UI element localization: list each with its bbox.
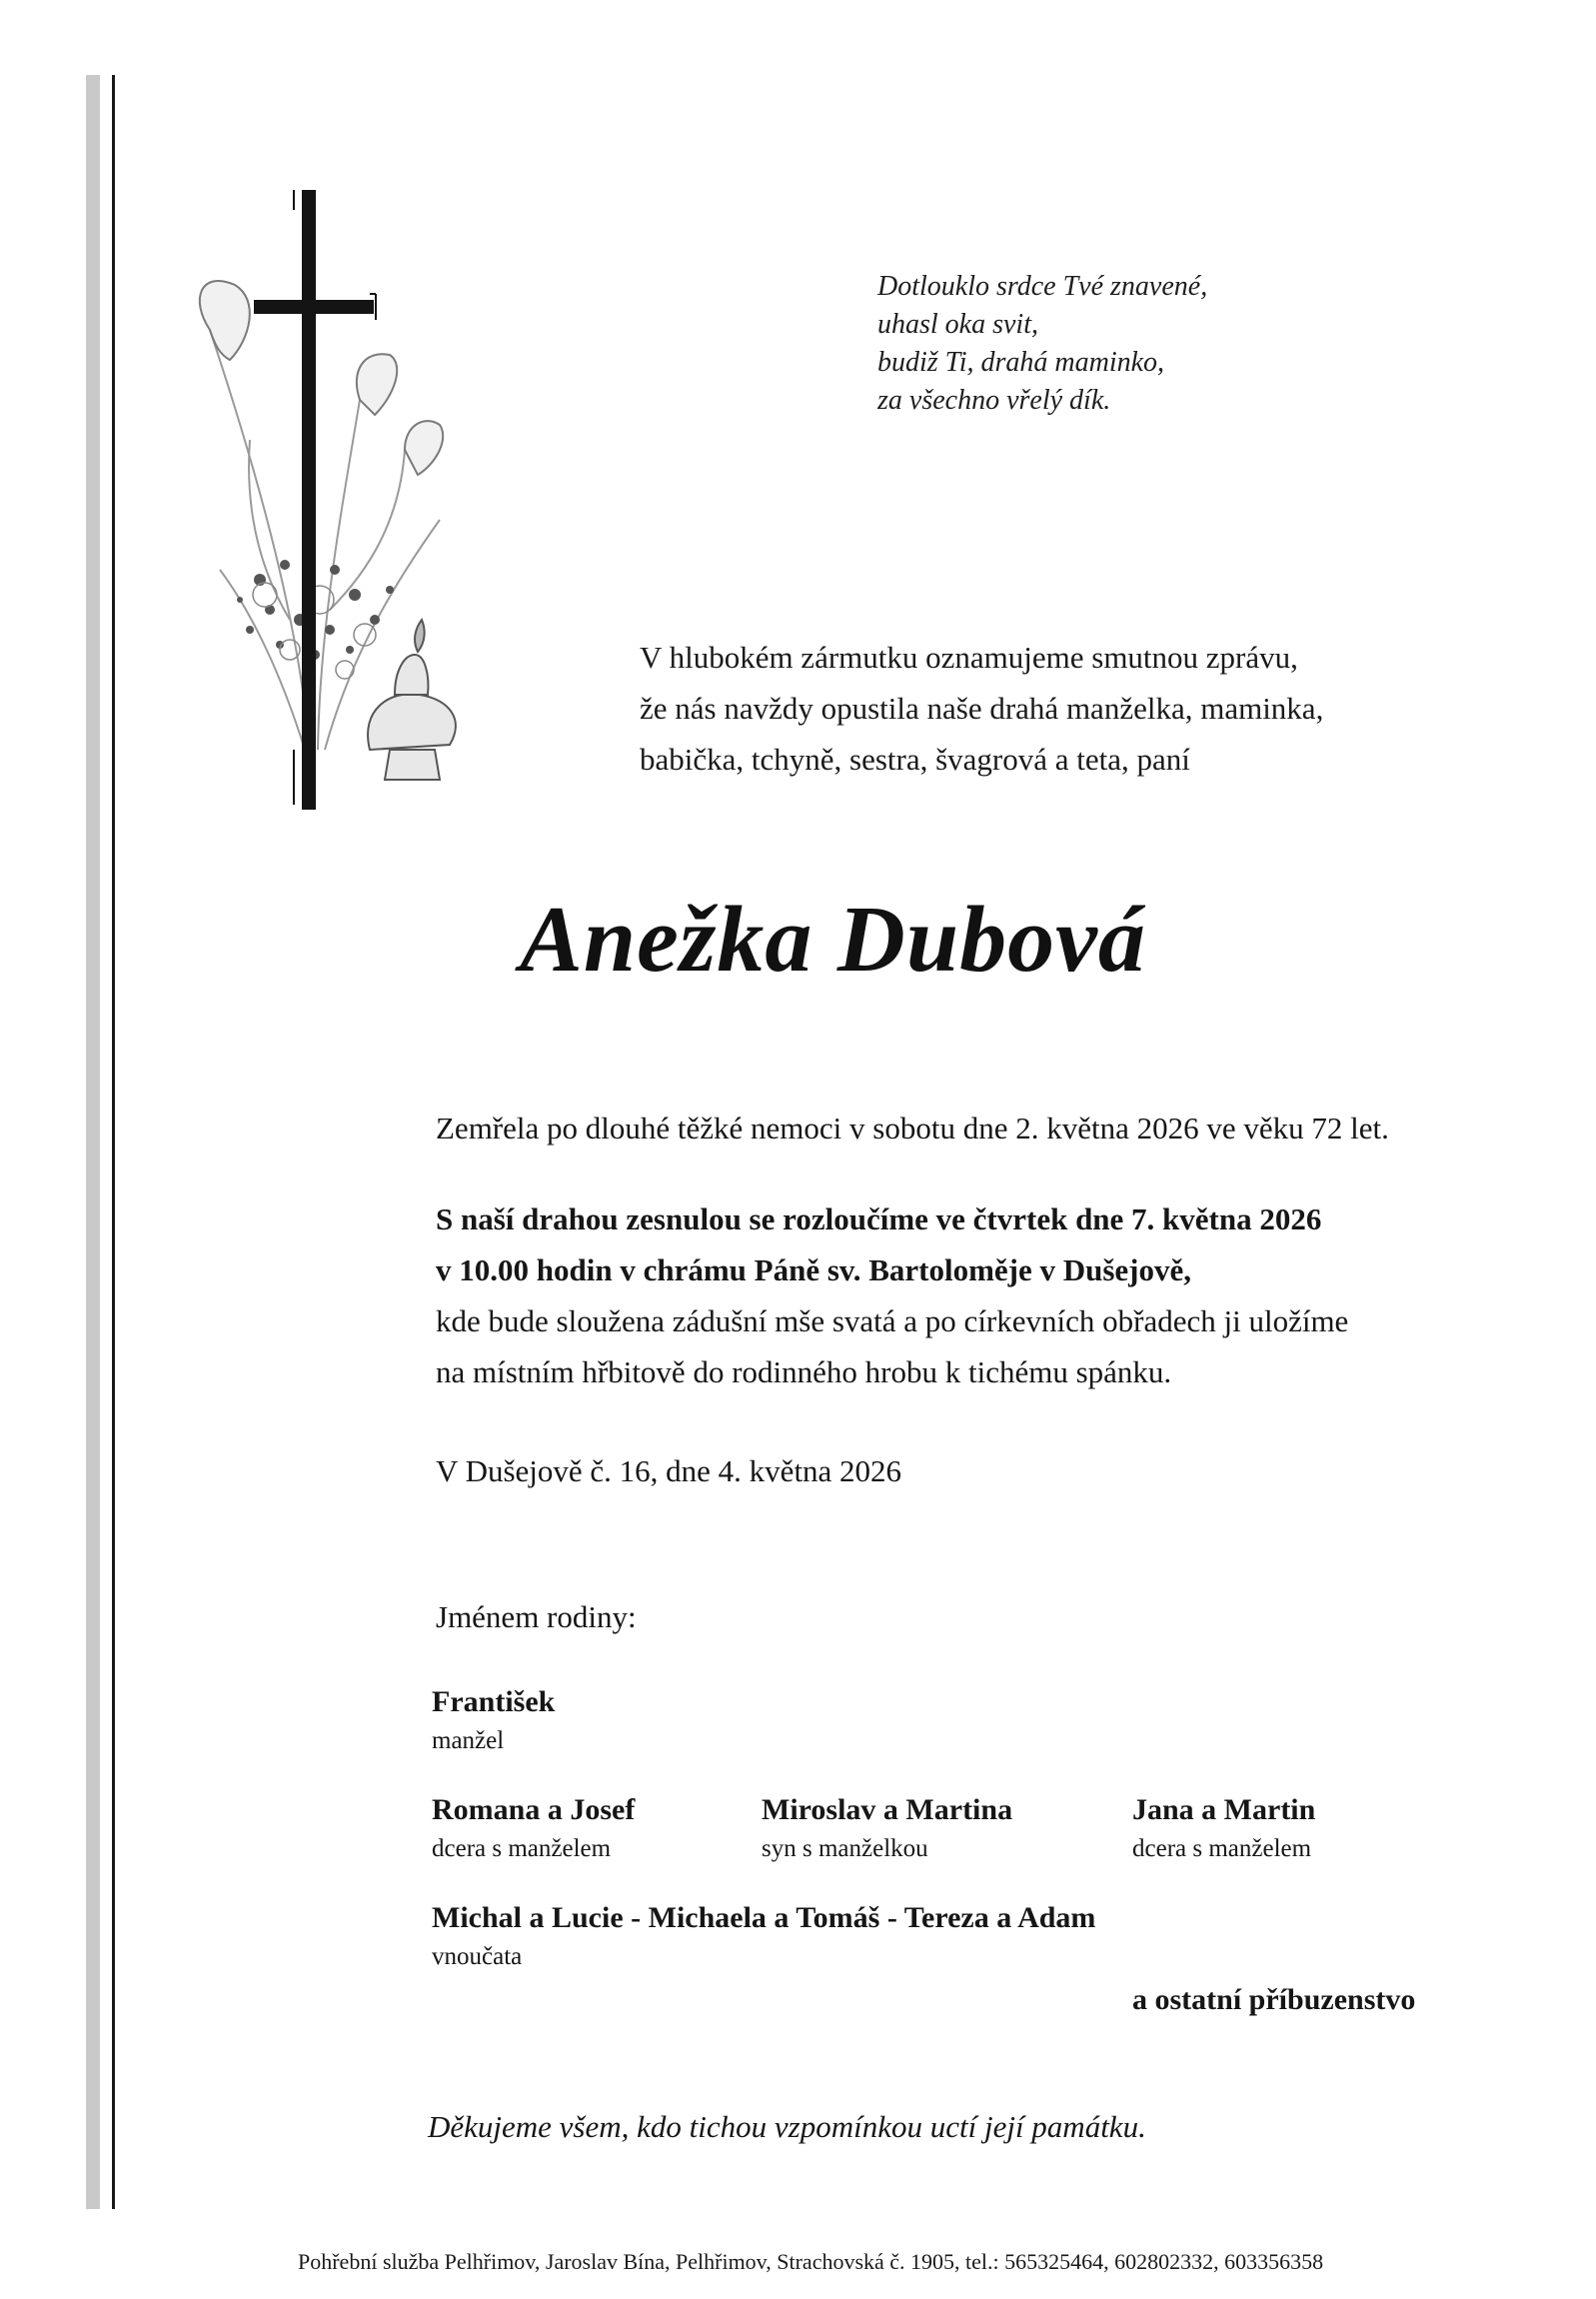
family-member bbox=[1132, 1793, 1315, 1863]
other-relatives: a ostatní příbuzenstvo bbox=[1132, 1983, 1416, 2016]
farewell-bold-line: S naší drahou zesnulou se rozloučíme ve čtvrtek dne 7. května 2026 bbox=[436, 1201, 1322, 1236]
family-member-name: Romana a Josef bbox=[432, 1793, 636, 1826]
place-date: V Dušejově č. 16, dne 4. května 2026 bbox=[436, 1453, 902, 1488]
deceased-name: Anežka Dubová bbox=[520, 888, 1146, 992]
family-member-relation: vnoučata bbox=[432, 1943, 523, 1970]
poem bbox=[877, 268, 1207, 420]
farewell-info bbox=[436, 1193, 1348, 1397]
family-member bbox=[762, 1793, 1012, 1863]
death-line: Zemřela po dlouhé těžké nemoci v sobotu dne 2. května 2026 ve věku 72 let. bbox=[436, 1111, 1389, 1146]
family-member-name: Miroslav a Martina bbox=[762, 1793, 1013, 1826]
announcement-intro bbox=[640, 632, 1323, 785]
cross-with-calla-lilies-and-lamp-icon bbox=[190, 190, 490, 820]
intro-line: babička, tchyně, sestra, švagrová a teta, paní bbox=[640, 742, 1190, 777]
family-member-name: Michal a Lucie - Michaela a Tomáš - Tereza a Adam bbox=[432, 1901, 1096, 1934]
farewell-line: kde bude sloužena zádušní mše svatá a po církevních obřadech ji uložíme bbox=[436, 1303, 1349, 1338]
border-grey-bar bbox=[86, 75, 100, 2209]
thanks-line: Děkujeme všem, kdo tichou vzpomínkou uctí její památku. bbox=[428, 2109, 1146, 2144]
family-member bbox=[432, 1793, 635, 1863]
intro-line: V hlubokém zármutku oznamujeme smutnou zprávu, bbox=[640, 640, 1298, 675]
family-member-relation: dcera s manželem bbox=[1132, 1835, 1312, 1862]
farewell-bold-line: v 10.00 hodin v chrámu Páně sv. Bartoloměje v Dušejově, bbox=[436, 1252, 1192, 1287]
funeral-service-footer: Pohřební služba Pelhřimov, Jaroslav Bína, Pelhřimov, Strachovská č. 1905, tel.: 565325464, 602802332, 603356358 bbox=[298, 2249, 1324, 2274]
family-member-name: František bbox=[432, 1685, 556, 1718]
on-behalf-label: Jménem rodiny: bbox=[436, 1599, 637, 1634]
farewell-line: na místním hřbitově do rodinného hrobu k tichému spánku. bbox=[436, 1354, 1172, 1389]
family-member-name: Jana a Martin bbox=[1132, 1793, 1316, 1826]
poem-line: za všechno vřelý dík. bbox=[877, 385, 1111, 416]
border-black-line bbox=[112, 75, 115, 2209]
family-member-relation: dcera s manželem bbox=[432, 1835, 612, 1862]
family-member bbox=[432, 1685, 555, 1755]
poem-line: budiž Ti, drahá maminko, bbox=[877, 347, 1165, 378]
poem-line: Dotlouklo srdce Tvé znavené, bbox=[877, 271, 1208, 302]
family-member-relation: syn s manželkou bbox=[762, 1835, 928, 1862]
intro-line: že nás navždy opustila naše drahá manželka, maminka, bbox=[640, 691, 1324, 726]
family-member-relation: manžel bbox=[432, 1727, 505, 1754]
poem-line: uhasl oka svit, bbox=[877, 309, 1038, 340]
family-member bbox=[432, 1901, 1095, 1971]
